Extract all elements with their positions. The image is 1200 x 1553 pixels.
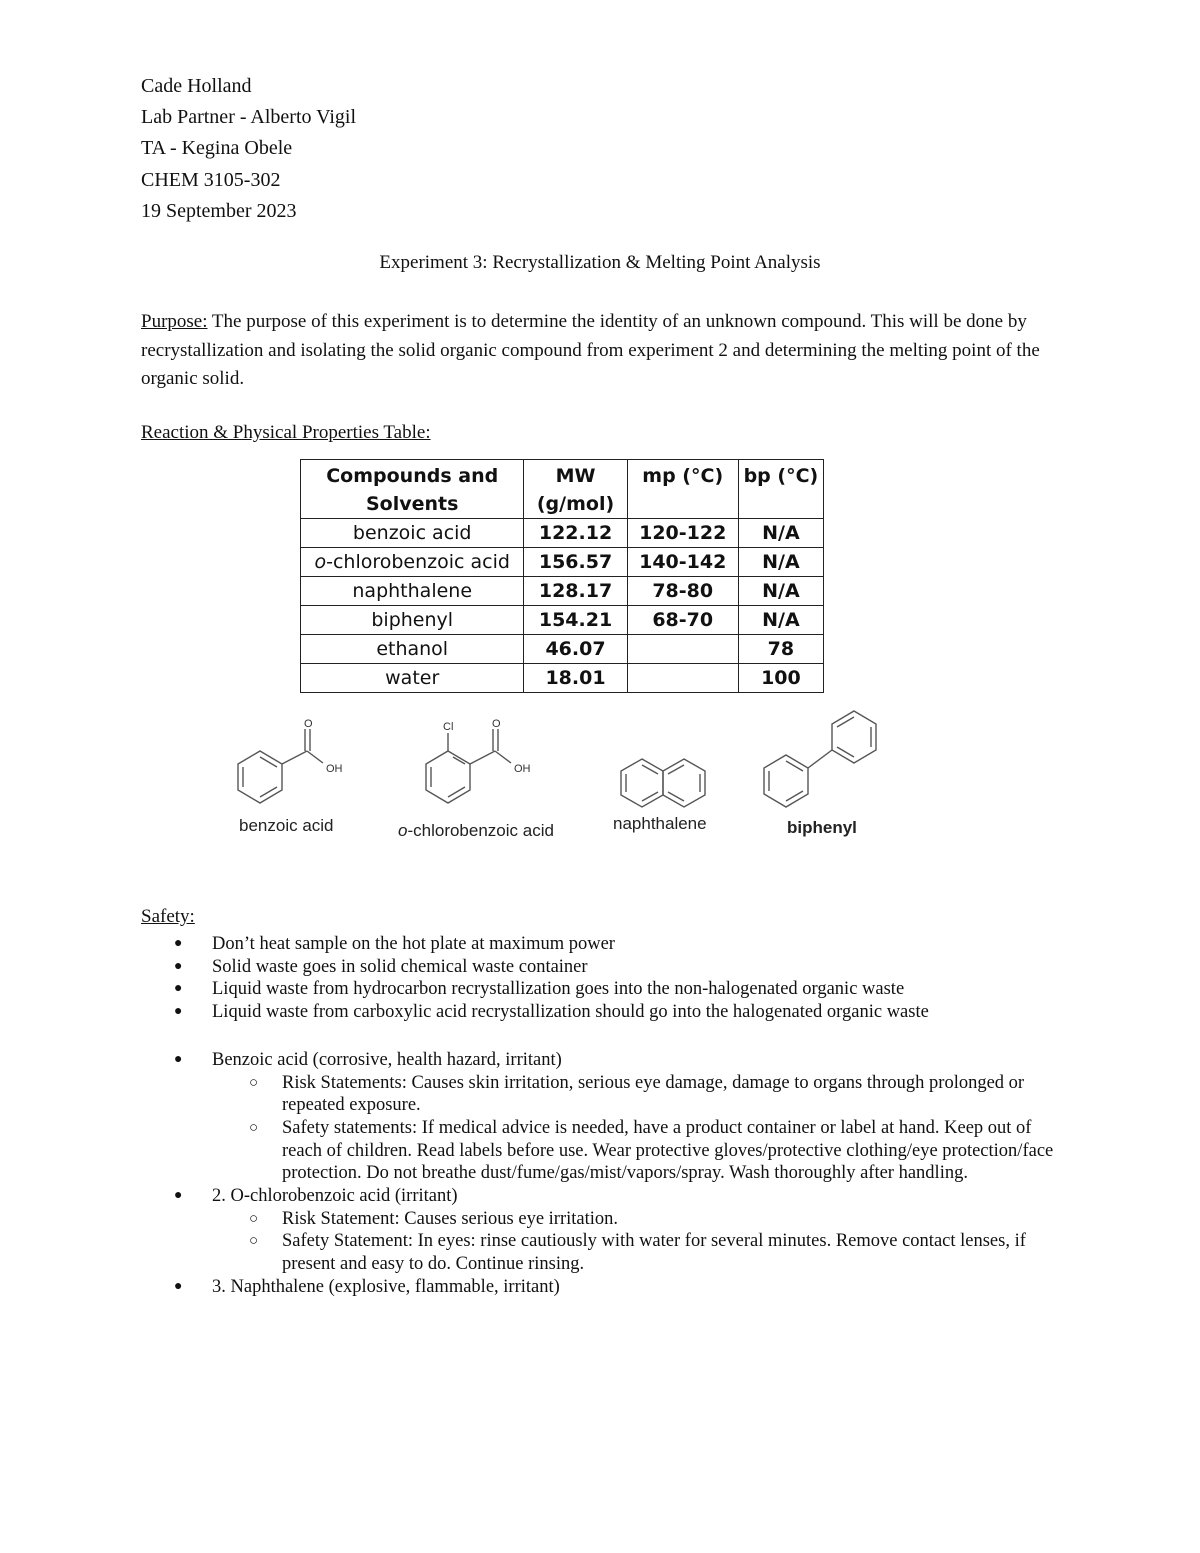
properties-table: [300, 459, 824, 693]
purpose-paragraph: [141, 308, 1061, 394]
bp-cell: N/A: [738, 548, 823, 577]
o-chlorobenzoic-acid-label: [398, 821, 554, 841]
compound-name: [301, 606, 524, 635]
compound-name: [301, 635, 524, 664]
table-row: [301, 548, 824, 577]
hydroxyl-label: OH: [514, 763, 531, 775]
table-row: [301, 519, 824, 548]
sub-list-item-text: Risk Statements: Causes skin irritation, serious eye damage, damage to organs through prolonged or repeated exposure.: [282, 1072, 1025, 1116]
mp-cell: 120-122: [627, 519, 738, 548]
bp-cell: N/A: [738, 606, 823, 635]
sub-bullet-icon: ○: [249, 1210, 259, 1227]
sub-list-item-text: Safety statements: If medical advice is needed, have a product container or label at hand. Keep out of reach of children. Read labels before use. Wear protective gloves/protective clothing/eye protection/face protection. Do not breathe dust/fume/gas/mist/vapors/spray. Wash thoroughly after handling.: [282, 1117, 1054, 1184]
header-mw: MW (g/mol): [524, 460, 627, 519]
mw-cell: 18.01: [524, 664, 627, 693]
bullet-icon: ●: [174, 1051, 183, 1067]
bullet-icon: ●: [174, 958, 183, 974]
chemical-structures: [225, 705, 905, 845]
purpose-text: The purpose of this experiment is to determine the identity of an unknown compound. This will be done by recrystallization and isolating the solid organic compound from experiment 2 and determining the melting point of the organic solid.: [141, 311, 1040, 389]
list-item: [141, 1049, 1061, 1072]
list-item: [141, 1001, 992, 1024]
course-code: CHEM 3105-302: [141, 168, 281, 191]
header-bp: bp (°C): [738, 460, 823, 519]
list-item: [141, 1276, 1061, 1299]
list-item-text: Liquid waste from hydrocarbon recrystallization goes into the non-halogenated organic waste: [212, 979, 905, 1000]
mp-cell: 68-70: [627, 606, 738, 635]
bp-cell: 78: [738, 635, 823, 664]
table-row: [301, 635, 824, 664]
hydroxyl-label: OH: [326, 763, 343, 775]
mw-cell: 156.57: [524, 548, 627, 577]
table-row: [301, 577, 824, 606]
benzoic-acid-label: benzoic acid: [239, 816, 334, 835]
report-date: 19 September 2023: [141, 199, 297, 222]
mp-cell: 140-142: [627, 548, 738, 577]
compound-name-text: benzoic acid: [352, 522, 472, 544]
mp-cell: [627, 664, 738, 693]
report-title: Experiment 3: Recrystallization & Melting Point Analysis: [379, 252, 821, 273]
list-item: [141, 933, 1061, 956]
header-compounds: Compounds and Solvents: [301, 460, 524, 519]
table-row: [301, 664, 824, 693]
mp-cell: [627, 635, 738, 664]
header-block: [141, 71, 356, 227]
sub-list-item-text: Risk Statement: Causes serious eye irritation.: [282, 1208, 619, 1229]
naphthalene-structure: [621, 759, 705, 807]
bp-cell: 100: [738, 664, 823, 693]
compound-name-text: -chlorobenzoic acid: [326, 551, 510, 573]
compound-prefix: o: [314, 551, 327, 573]
lab-partner: Lab Partner - Alberto Vigil: [141, 106, 357, 129]
safety-heading: Safety:: [141, 906, 195, 927]
safety-list: [141, 933, 1061, 1299]
compound-name-text: ethanol: [376, 638, 449, 660]
bullet-icon: ●: [174, 1278, 183, 1294]
oxygen-label: O: [304, 718, 313, 730]
label-text: -chlorobenzoic acid: [407, 821, 554, 840]
table-row: [301, 606, 824, 635]
bullet-icon: ●: [174, 1004, 183, 1020]
compound-name: [301, 519, 524, 548]
sub-bullet-icon: ○: [249, 1074, 259, 1091]
oxygen-label: O: [492, 718, 501, 730]
author-name: Cade Holland: [141, 75, 252, 97]
chlorine-label: Cl: [443, 721, 454, 733]
biphenyl-label: biphenyl: [787, 818, 857, 837]
sub-list-item: [141, 1208, 1061, 1231]
bullet-icon: ●: [174, 981, 183, 997]
spacer: [141, 1024, 1061, 1049]
list-item: [141, 1185, 1061, 1208]
o-chlorobenzoic-acid-structure: [426, 718, 531, 803]
compound-name: [301, 548, 524, 577]
sub-list-item: [141, 1117, 1061, 1185]
mw-cell: 46.07: [524, 635, 627, 664]
list-item-text: Benzoic acid (corrosive, health hazard, irritant): [212, 1049, 562, 1070]
compound-name: [301, 577, 524, 606]
list-item-text: Don’t heat sample on the hot plate at maximum power: [212, 934, 615, 954]
mw-cell: 128.17: [524, 577, 627, 606]
compound-name: [301, 664, 524, 693]
compound-name-text: water: [385, 667, 440, 689]
compound-name-text: naphthalene: [352, 580, 473, 602]
benzoic-acid-structure: [238, 718, 343, 803]
properties-heading: Reaction & Physical Properties Table:: [141, 422, 431, 443]
mw-cell: 154.21: [524, 606, 627, 635]
biphenyl-structure: [764, 711, 876, 807]
naphthalene-label: naphthalene: [613, 814, 707, 833]
sub-list-item: [141, 1072, 1061, 1117]
list-item-text: Liquid waste from carboxylic acid recrystallization should go into the halogenated organic waste: [212, 1002, 929, 1023]
table-header-row: [301, 460, 824, 519]
bullet-icon: ●: [174, 936, 183, 951]
mp-cell: 78-80: [627, 577, 738, 606]
sub-list-item-text: Safety Statement: In eyes: rinse cautiously with water for several minutes. Remove contact lenses, if present and easy to do. Continue rinsing.: [282, 1231, 1026, 1275]
mw-cell: 122.12: [524, 519, 627, 548]
teaching-assistant: TA - Kegina Obele: [141, 137, 293, 160]
sub-bullet-icon: ○: [249, 1119, 259, 1136]
list-item-text: 3. Naphthalene (explosive, flammable, irritant): [212, 1276, 560, 1297]
header-mp: mp (°C): [627, 460, 738, 519]
list-item: [141, 978, 962, 1001]
compound-name-text: biphenyl: [371, 609, 454, 631]
bp-cell: N/A: [738, 577, 823, 606]
label-prefix: o: [398, 821, 408, 840]
purpose-label: Purpose:: [141, 311, 208, 332]
bullet-icon: ●: [174, 1188, 183, 1204]
bp-cell: N/A: [738, 519, 823, 548]
sub-bullet-icon: ○: [249, 1233, 259, 1250]
sub-list-item: [141, 1230, 1061, 1275]
list-item: [141, 956, 1061, 979]
list-item-text: Solid waste goes in solid chemical waste container: [212, 956, 588, 977]
list-item-text: 2. O-chlorobenzoic acid (irritant): [212, 1186, 458, 1207]
